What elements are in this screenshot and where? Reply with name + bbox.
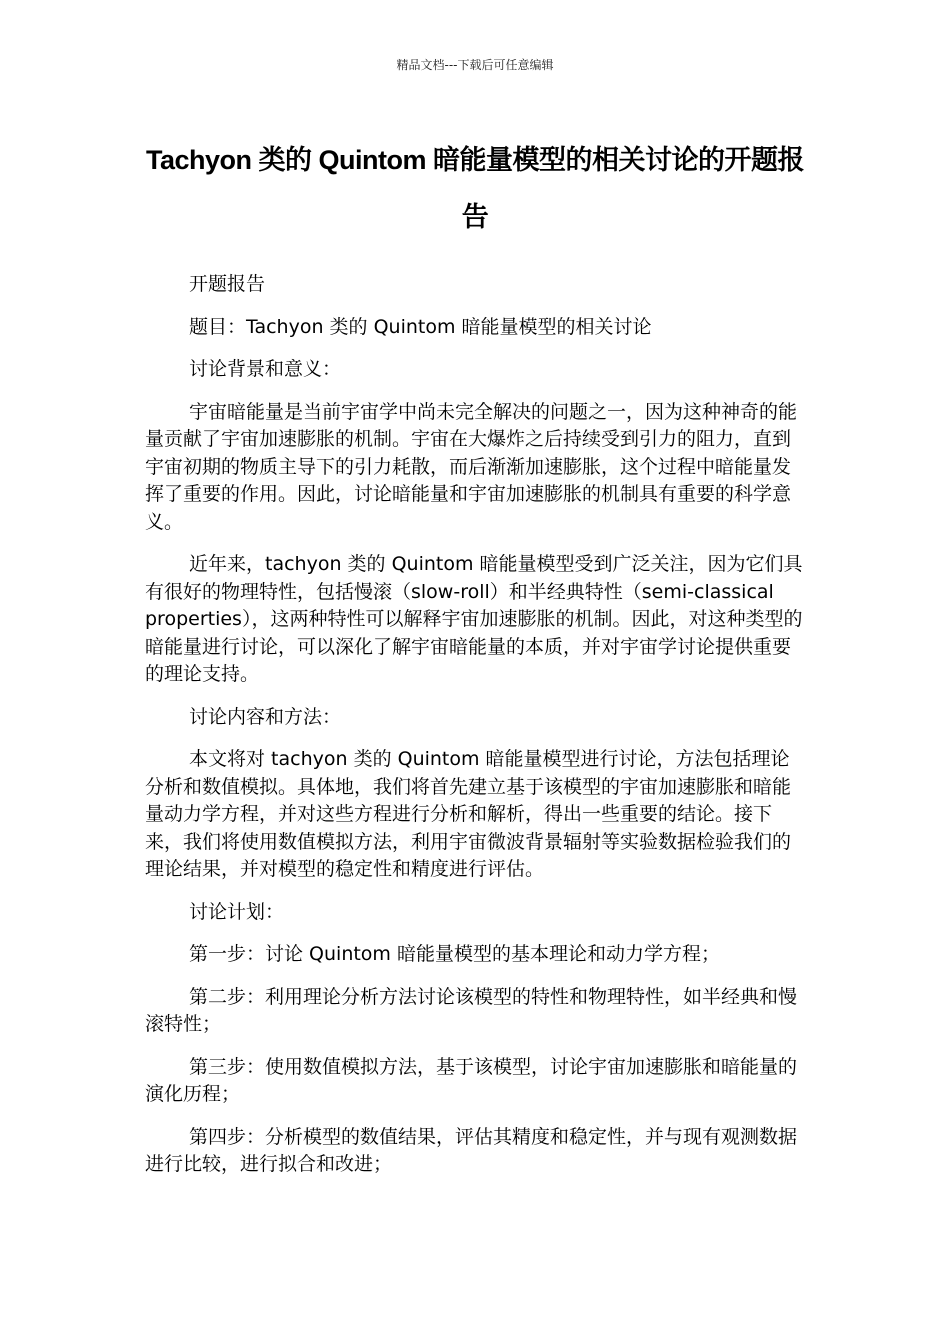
document-body (145, 271, 805, 1194)
topic-line: 题目：Tachyon 类的 Quintom 暗能量模型的相关讨论 (189, 315, 652, 338)
section-label-report: 开题报告 (189, 273, 266, 295)
section-heading-plan: 讨论计划： (189, 900, 285, 923)
plan-step-2: 第二步：利用理论分析方法讨论该模型的特性和物理特性，如半经典和慢滚特性； (145, 985, 798, 1035)
paragraph-recent-research: 近年来，tachyon 类的 Quintom 暗能量模型受到广泛关注，因为它们具有很好的物理特性，包括慢滚（slow-roll）和半经典特性（semi-classical properties），这两种特性可以解释宇宙加速膨胀的机制。因此，对这种类型的暗能量进行讨论，可以深化了解宇宙暗能量的本质，并对宇宙学讨论提供重要的理论支持。 (145, 553, 803, 685)
plan-step-4: 第四步：分析模型的数值结果，评估其精度和稳定性，并与现有观测数据进行比较，进行拟合和改进； (145, 1125, 798, 1175)
paragraph-methods: 本文将对 tachyon 类的 Quintom 暗能量模型进行讨论，方法包括理论分析和数值模拟。具体地，我们将首先建立基于该模型的宇宙加速膨胀和暗能量动力学方程，并对这些方程进行分析和解析，得出一些重要的结论。接下来，我们将使用数值模拟方法，利用宇宙微波背景辐射等实验数据检验我们的理论结果，并对模型的稳定性和精度进行评估。 (145, 748, 792, 880)
plan-step-1: 第一步：讨论 Quintom 暗能量模型的基本理论和动力学方程； (189, 943, 720, 965)
section-heading-content-methods: 讨论内容和方法： (189, 705, 342, 728)
header-note: 精品文档---下载后可任意编辑 (396, 58, 554, 72)
plan-step-3: 第三步：使用数值模拟方法，基于该模型，讨论宇宙加速膨胀和暗能量的演化历程； (145, 1055, 798, 1105)
document-title: Tachyon 类的 Quintom 暗能量模型的相关讨论的开题报告 (146, 145, 804, 232)
paragraph-background: 宇宙暗能量是当前宇宙学中尚未完全解决的问题之一，因为这种神奇的能量贡献了宇宙加速膨胀的机制。宇宙在大爆炸之后持续受到引力的阻力，直到宇宙初期的物质主导下的引力耗散，而后渐渐加速膨胀，这个过程中暗能量发挥了重要的作用。因此，讨论暗能量和宇宙加速膨胀的机制具有重要的科学意义。 (145, 400, 798, 533)
section-heading-background: 讨论背景和意义： (189, 358, 342, 380)
